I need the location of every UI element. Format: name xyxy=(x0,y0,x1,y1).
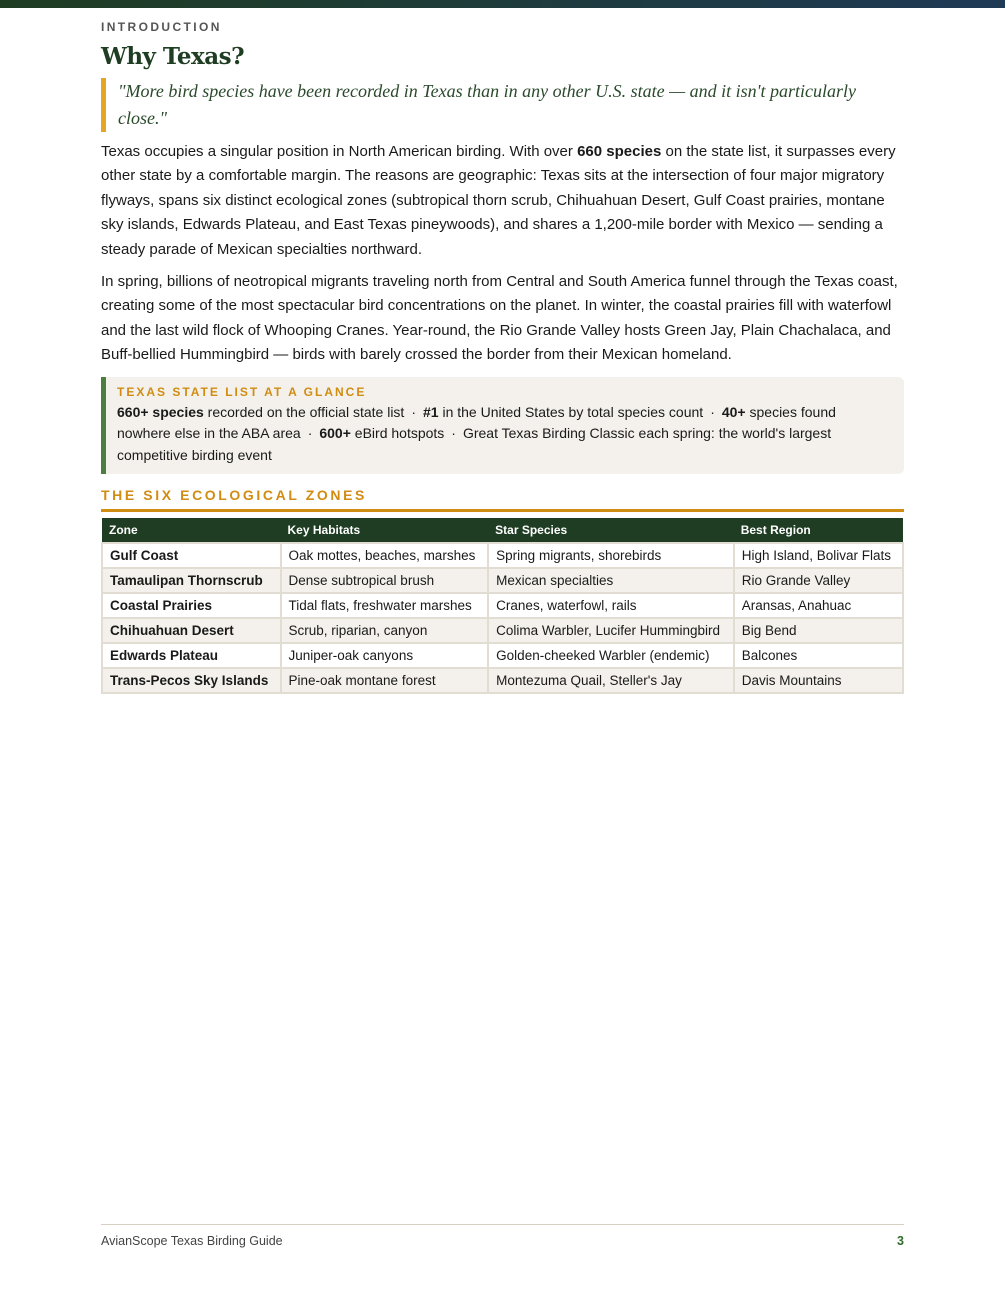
separator: · xyxy=(307,425,313,442)
state-list-callout xyxy=(101,377,904,475)
highlight: 660 species xyxy=(577,143,662,160)
table-row xyxy=(102,668,903,693)
page-title: Why Texas? xyxy=(101,43,245,70)
top-accent-bar xyxy=(0,0,1005,8)
text: Texas occupies a singular position in North American birding. With over xyxy=(101,143,578,160)
table-cell: Big Bend xyxy=(734,618,903,643)
table-row xyxy=(102,543,903,568)
callout-text xyxy=(117,402,892,467)
table-cell: Oak mottes, beaches, marshes xyxy=(281,543,489,568)
separator: · xyxy=(411,403,416,420)
stat-text: in the United States by total species count xyxy=(438,403,704,420)
text: on the state list, it surpasses every other state by a comfortable margin. The reasons are geographic: Texas sits at the intersection of four major migratory flyways, spans six distinct ecological zones (subtropical thorn scrub, Chihuahuan Desert, Gulf Coast prairies, montane sky islands, Edwards Plateau, and East Texas pineywoods), and shares a 1,200-mile border with Mexico — sending a steady parade of Mexican specialties northward. xyxy=(101,143,896,258)
pull-quote: "More bird species have been recorded in Texas than in any other U.S. state — and it isn't particularly close." xyxy=(101,78,904,132)
column-header: Star Species xyxy=(488,518,734,543)
intro-paragraph-2: In spring, billions of neotropical migrants traveling north from Central and South America funnel through the Texas coast, creating some of the most spectacular bird concentrations on the planet. In winter, the coastal prairies fill with waterfowl and the last wild flock of Whooping Cranes. Year-round, the Rio Grande Valley hosts Green Jay, Plain Chachalaca, and Buff-bellied Hummingbird — birds with barely crossed the border from their Mexican homeland. xyxy=(101,273,898,364)
table-cell: Davis Mountains xyxy=(734,668,903,693)
table-cell: Balcones xyxy=(734,643,903,668)
table-cell: Chihuahuan Desert xyxy=(102,618,281,643)
callout-title: TEXAS STATE LIST AT A GLANCE xyxy=(117,384,367,399)
table-cell: Mexican specialties xyxy=(488,568,734,593)
intro-paragraph-1 xyxy=(101,140,904,262)
stat-text: recorded on the official state list xyxy=(203,403,405,420)
table-row xyxy=(102,593,903,618)
table-cell: High Island, Bolivar Flats xyxy=(734,543,903,568)
table-cell: Scrub, riparian, canyon xyxy=(281,618,489,643)
table-cell: Colima Warbler, Lucifer Hummingbird xyxy=(488,618,734,643)
table-cell: Tidal flats, freshwater marshes xyxy=(281,593,489,618)
stat-value: 600+ xyxy=(319,425,351,442)
stat-text: eBird hotspots xyxy=(350,425,445,442)
table-header-row xyxy=(102,518,903,543)
table-cell: Coastal Prairies xyxy=(102,593,281,618)
page-footer xyxy=(101,1224,904,1248)
stat-text: species found nowhere else in the ABA area xyxy=(117,403,836,442)
stat-value: #1 xyxy=(423,403,439,420)
column-header: Zone xyxy=(102,518,281,543)
footer-guide-title: AvianScope Texas Birding Guide xyxy=(101,1234,283,1248)
zones-heading: THE SIX ECOLOGICAL ZONES xyxy=(101,487,904,512)
section-label: INTRODUCTION xyxy=(101,20,222,34)
table-row xyxy=(102,643,903,668)
page-number: 3 xyxy=(897,1234,904,1248)
stat-value: 660+ species xyxy=(117,403,204,420)
table-cell: Trans-Pecos Sky Islands xyxy=(102,668,281,693)
table-cell: Juniper-oak canyons xyxy=(281,643,489,668)
table-cell: Spring migrants, shorebirds xyxy=(488,543,734,568)
table-cell: Golden-cheeked Warbler (endemic) xyxy=(488,643,734,668)
zones-table xyxy=(101,518,904,694)
table-cell: Pine-oak montane forest xyxy=(281,668,489,693)
separator: · xyxy=(710,403,715,420)
page-content xyxy=(101,20,904,694)
table-cell: Gulf Coast xyxy=(102,543,281,568)
table-cell: Edwards Plateau xyxy=(102,643,281,668)
table-row xyxy=(102,568,903,593)
table-cell: Montezuma Quail, Steller's Jay xyxy=(488,668,734,693)
table-row xyxy=(102,618,903,643)
table-cell: Tamaulipan Thornscrub xyxy=(102,568,281,593)
separator: · xyxy=(451,425,456,442)
table-cell: Rio Grande Valley xyxy=(734,568,903,593)
stat-value: 40+ xyxy=(721,403,746,420)
column-header: Key Habitats xyxy=(281,518,489,543)
table-cell: Aransas, Anahuac xyxy=(734,593,903,618)
stat-text: Great Texas Birding Classic each spring: the world's largest competitive birding event xyxy=(117,425,832,463)
table-cell: Cranes, waterfowl, rails xyxy=(488,593,734,618)
column-header: Best Region xyxy=(734,518,903,543)
table-cell: Dense subtropical brush xyxy=(281,568,489,593)
